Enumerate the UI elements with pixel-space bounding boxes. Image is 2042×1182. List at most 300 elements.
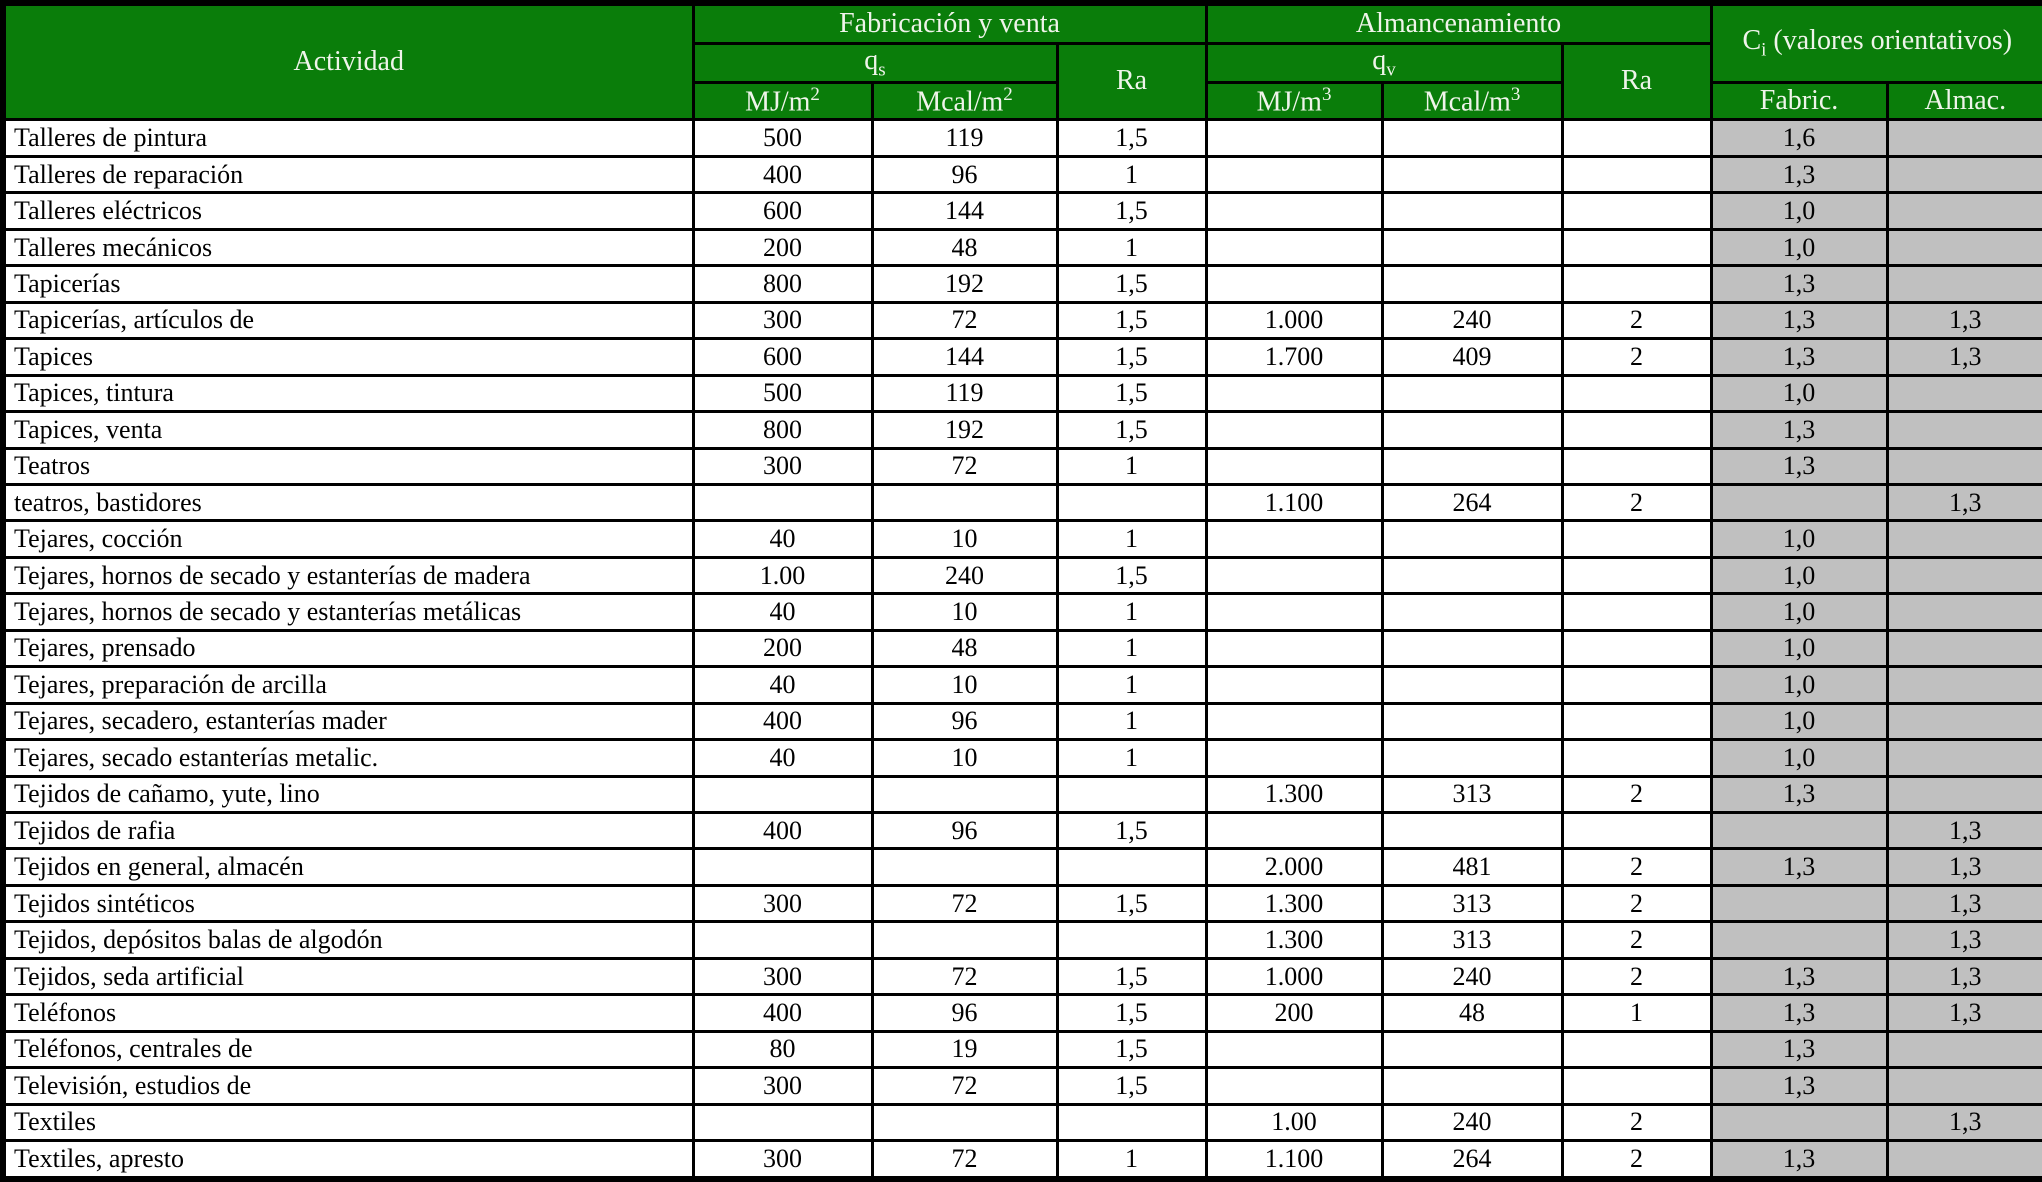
- header-mj-m3: [1206, 83, 1382, 120]
- cell-ra-fabricacion: 1: [1057, 703, 1206, 739]
- qv-label-subscript: v: [1386, 59, 1396, 81]
- mcal-m2-superscript: 2: [1003, 84, 1013, 106]
- cell-qv-mcal-m3: [1382, 740, 1562, 776]
- table-header: [3, 3, 2042, 120]
- cell-qs-mj-m2: 400: [693, 995, 872, 1031]
- cell-qs-mj-m2: [693, 776, 872, 812]
- cell-ci-almac: 1,3: [1887, 922, 2042, 958]
- cell-qs-mj-m2: 40: [693, 740, 872, 776]
- cell-ci-fabric: 1,0: [1711, 229, 1887, 265]
- cell-ra-almacenamiento: [1562, 667, 1711, 703]
- cell-qv-mcal-m3: [1382, 667, 1562, 703]
- cell-qv-mcal-m3: [1382, 448, 1562, 484]
- ci-label-subscript: i: [1761, 39, 1767, 61]
- cell-qv-mj-m3: 1.000: [1206, 302, 1382, 338]
- cell-qs-mcal-m2: 119: [872, 120, 1057, 156]
- cell-qv-mcal-m3: [1382, 229, 1562, 265]
- cell-qs-mj-m2: 300: [693, 302, 872, 338]
- table-row: [3, 813, 2042, 849]
- cell-ci-fabric: 1,0: [1711, 375, 1887, 411]
- cell-ra-fabricacion: 1,5: [1057, 193, 1206, 229]
- cell-qs-mj-m2: 300: [693, 1068, 872, 1104]
- cell-qv-mcal-m3: 481: [1382, 849, 1562, 885]
- cell-qs-mj-m2: [693, 1104, 872, 1140]
- cell-qv-mcal-m3: 313: [1382, 885, 1562, 921]
- cell-ci-almac: 1,3: [1887, 339, 2042, 375]
- cell-ra-almacenamiento: [1562, 813, 1711, 849]
- cell-qv-mj-m3: [1206, 193, 1382, 229]
- cell-ra-fabricacion: 1: [1057, 594, 1206, 630]
- header-mcal-m2: [872, 83, 1057, 120]
- cell-qs-mj-m2: 40: [693, 594, 872, 630]
- cell-qs-mcal-m2: 96: [872, 995, 1057, 1031]
- cell-qv-mj-m3: 1.300: [1206, 776, 1382, 812]
- cell-qs-mcal-m2: [872, 922, 1057, 958]
- cell-ra-almacenamiento: 2: [1562, 958, 1711, 994]
- cell-qs-mcal-m2: [872, 849, 1057, 885]
- cell-ci-almac: [1887, 703, 2042, 739]
- cell-ci-fabric: [1711, 484, 1887, 520]
- cell-ra-almacenamiento: [1562, 412, 1711, 448]
- cell-actividad: Tapices, venta: [3, 412, 693, 448]
- cell-ci-almac: [1887, 740, 2042, 776]
- cell-ra-fabricacion: 1: [1057, 156, 1206, 192]
- cell-actividad: Tejares, hornos de secado y estanterías metálicas: [3, 594, 693, 630]
- cell-actividad: Tejidos de rafia: [3, 813, 693, 849]
- cell-ra-fabricacion: [1057, 776, 1206, 812]
- cell-ra-almacenamiento: [1562, 557, 1711, 593]
- cell-ci-fabric: 1,3: [1711, 958, 1887, 994]
- cell-qs-mj-m2: 80: [693, 1031, 872, 1067]
- cell-qv-mj-m3: [1206, 740, 1382, 776]
- table-row: [3, 484, 2042, 520]
- table-row: [3, 193, 2042, 229]
- table-row: [3, 849, 2042, 885]
- cell-actividad: Talleres de reparación: [3, 156, 693, 192]
- cell-actividad: Televisión, estudios de: [3, 1068, 693, 1104]
- cell-qs-mcal-m2: 10: [872, 667, 1057, 703]
- cell-qv-mj-m3: 1.100: [1206, 1141, 1382, 1179]
- cell-qs-mcal-m2: 48: [872, 229, 1057, 265]
- cell-qv-mcal-m3: 313: [1382, 922, 1562, 958]
- cell-qs-mj-m2: 300: [693, 885, 872, 921]
- cell-ra-fabricacion: 1,5: [1057, 375, 1206, 411]
- cell-ra-almacenamiento: 2: [1562, 302, 1711, 338]
- cell-qs-mcal-m2: 72: [872, 958, 1057, 994]
- cell-ci-fabric: 1,0: [1711, 667, 1887, 703]
- cell-ci-almac: [1887, 193, 2042, 229]
- table-row: [3, 703, 2042, 739]
- cell-qs-mcal-m2: 48: [872, 630, 1057, 666]
- cell-ra-almacenamiento: 2: [1562, 922, 1711, 958]
- cell-qv-mj-m3: 1.100: [1206, 484, 1382, 520]
- cell-actividad: Talleres eléctricos: [3, 193, 693, 229]
- cell-ci-almac: 1,3: [1887, 813, 2042, 849]
- table-row: [3, 958, 2042, 994]
- cell-qv-mcal-m3: [1382, 630, 1562, 666]
- cell-ra-almacenamiento: [1562, 448, 1711, 484]
- header-ra-almacenamiento: Ra: [1562, 43, 1711, 120]
- cell-qs-mcal-m2: 10: [872, 594, 1057, 630]
- cell-qv-mcal-m3: [1382, 557, 1562, 593]
- table-row: [3, 448, 2042, 484]
- cell-qs-mcal-m2: 144: [872, 193, 1057, 229]
- cell-ci-fabric: 1,0: [1711, 193, 1887, 229]
- table-row: [3, 667, 2042, 703]
- cell-qv-mcal-m3: 313: [1382, 776, 1562, 812]
- cell-ci-fabric: 1,3: [1711, 266, 1887, 302]
- cell-qs-mcal-m2: 96: [872, 703, 1057, 739]
- cell-actividad: Tejidos en general, almacén: [3, 849, 693, 885]
- cell-qv-mj-m3: 1.300: [1206, 885, 1382, 921]
- cell-ci-almac: [1887, 266, 2042, 302]
- cell-qv-mj-m3: [1206, 594, 1382, 630]
- cell-ra-fabricacion: [1057, 484, 1206, 520]
- cell-qv-mj-m3: [1206, 266, 1382, 302]
- cell-ci-fabric: 1,3: [1711, 339, 1887, 375]
- mj-m3-base: MJ/m: [1256, 86, 1322, 118]
- table-row: [3, 229, 2042, 265]
- cell-ci-fabric: 1,6: [1711, 120, 1887, 156]
- table-row: [3, 1031, 2042, 1067]
- cell-ra-almacenamiento: [1562, 229, 1711, 265]
- cell-ra-fabricacion: 1: [1057, 521, 1206, 557]
- cell-qs-mcal-m2: 240: [872, 557, 1057, 593]
- cell-ci-fabric: [1711, 813, 1887, 849]
- table-row: [3, 776, 2042, 812]
- cell-ci-almac: [1887, 776, 2042, 812]
- cell-ci-fabric: 1,3: [1711, 776, 1887, 812]
- table-row: [3, 1141, 2042, 1179]
- cell-ra-almacenamiento: [1562, 1068, 1711, 1104]
- cell-qs-mj-m2: 200: [693, 229, 872, 265]
- cell-qv-mcal-m3: 240: [1382, 1104, 1562, 1140]
- cell-actividad: Tejares, preparación de arcilla: [3, 667, 693, 703]
- cell-qv-mcal-m3: [1382, 594, 1562, 630]
- ci-label-base: C: [1742, 25, 1762, 57]
- cell-actividad: Tapicerías, artículos de: [3, 302, 693, 338]
- cell-ra-almacenamiento: 1: [1562, 995, 1711, 1031]
- cell-ci-almac: [1887, 120, 2042, 156]
- cell-ci-fabric: 1,0: [1711, 521, 1887, 557]
- cell-ra-almacenamiento: 2: [1562, 849, 1711, 885]
- table-row: [3, 302, 2042, 338]
- cell-actividad: Tejidos, seda artificial: [3, 958, 693, 994]
- cell-ra-almacenamiento: [1562, 594, 1711, 630]
- cell-qv-mj-m3: [1206, 667, 1382, 703]
- cell-ra-almacenamiento: [1562, 193, 1711, 229]
- cell-ci-fabric: 1,0: [1711, 630, 1887, 666]
- cell-ci-fabric: 1,3: [1711, 1068, 1887, 1104]
- cell-qs-mcal-m2: 96: [872, 156, 1057, 192]
- cell-ra-fabricacion: 1,5: [1057, 302, 1206, 338]
- cell-qs-mcal-m2: 72: [872, 302, 1057, 338]
- cell-actividad: Talleres de pintura: [3, 120, 693, 156]
- cell-qv-mcal-m3: [1382, 703, 1562, 739]
- cell-ra-almacenamiento: 2: [1562, 776, 1711, 812]
- cell-qs-mj-m2: 40: [693, 521, 872, 557]
- cell-actividad: Tejares, secadero, estanterías mader: [3, 703, 693, 739]
- cell-actividad: Teléfonos: [3, 995, 693, 1031]
- cell-ci-fabric: 1,3: [1711, 156, 1887, 192]
- mcal-m2-base: Mcal/m: [916, 86, 1004, 118]
- cell-actividad: Tejidos sintéticos: [3, 885, 693, 921]
- cell-qv-mj-m3: 1.700: [1206, 339, 1382, 375]
- cell-qs-mcal-m2: [872, 776, 1057, 812]
- cell-qv-mcal-m3: [1382, 193, 1562, 229]
- cell-qv-mcal-m3: 48: [1382, 995, 1562, 1031]
- cell-ci-almac: [1887, 412, 2042, 448]
- cell-ra-almacenamiento: [1562, 703, 1711, 739]
- cell-qv-mj-m3: [1206, 156, 1382, 192]
- header-ra-fabricacion: Ra: [1057, 43, 1206, 120]
- cell-actividad: Tapices, tintura: [3, 375, 693, 411]
- cell-ci-fabric: [1711, 1104, 1887, 1140]
- cell-qs-mj-m2: 800: [693, 266, 872, 302]
- cell-ra-almacenamiento: [1562, 375, 1711, 411]
- cell-qs-mj-m2: 800: [693, 412, 872, 448]
- cell-ra-fabricacion: 1,5: [1057, 120, 1206, 156]
- cell-actividad: Tapicerías: [3, 266, 693, 302]
- cell-qv-mcal-m3: 264: [1382, 1141, 1562, 1179]
- table-row: [3, 995, 2042, 1031]
- cell-ci-almac: 1,3: [1887, 995, 2042, 1031]
- cell-ra-fabricacion: 1: [1057, 229, 1206, 265]
- header-qv: [1206, 43, 1562, 83]
- table-row: [3, 521, 2042, 557]
- cell-qv-mcal-m3: [1382, 156, 1562, 192]
- cell-qs-mcal-m2: 119: [872, 375, 1057, 411]
- cell-ra-almacenamiento: [1562, 740, 1711, 776]
- cell-ci-fabric: [1711, 885, 1887, 921]
- cell-qv-mj-m3: [1206, 521, 1382, 557]
- cell-actividad: Talleres mecánicos: [3, 229, 693, 265]
- cell-qv-mj-m3: 200: [1206, 995, 1382, 1031]
- cell-qs-mj-m2: 600: [693, 193, 872, 229]
- cell-qv-mcal-m3: [1382, 266, 1562, 302]
- cell-ra-almacenamiento: 2: [1562, 885, 1711, 921]
- cell-qs-mj-m2: 600: [693, 339, 872, 375]
- cell-qs-mj-m2: 300: [693, 448, 872, 484]
- cell-qs-mj-m2: 400: [693, 813, 872, 849]
- cell-qs-mcal-m2: 192: [872, 412, 1057, 448]
- cell-qs-mcal-m2: 144: [872, 339, 1057, 375]
- cell-ra-fabricacion: 1,5: [1057, 1068, 1206, 1104]
- cell-ci-fabric: 1,3: [1711, 995, 1887, 1031]
- cell-qv-mcal-m3: [1382, 1068, 1562, 1104]
- cell-qs-mcal-m2: 72: [872, 885, 1057, 921]
- cell-qs-mj-m2: 300: [693, 958, 872, 994]
- cell-qv-mj-m3: [1206, 412, 1382, 448]
- mcal-m3-superscript: 3: [1510, 84, 1521, 106]
- cell-ra-almacenamiento: 2: [1562, 1141, 1711, 1179]
- cell-qv-mj-m3: [1206, 120, 1382, 156]
- cell-ra-fabricacion: 1,5: [1057, 958, 1206, 994]
- cell-actividad: Teatros: [3, 448, 693, 484]
- qs-label-base: q: [864, 44, 879, 76]
- cell-qs-mcal-m2: [872, 484, 1057, 520]
- cell-qs-mcal-m2: 19: [872, 1031, 1057, 1067]
- cell-qs-mj-m2: 1.00: [693, 557, 872, 593]
- table-row: [3, 557, 2042, 593]
- cell-qs-mj-m2: 40: [693, 667, 872, 703]
- cell-ra-fabricacion: 1,5: [1057, 339, 1206, 375]
- cell-qv-mcal-m3: [1382, 412, 1562, 448]
- cell-ci-almac: [1887, 156, 2042, 192]
- cell-ra-fabricacion: 1,5: [1057, 266, 1206, 302]
- header-mcal-m3: [1382, 83, 1562, 120]
- cell-ra-fabricacion: 1: [1057, 667, 1206, 703]
- cell-ra-fabricacion: 1: [1057, 630, 1206, 666]
- cell-ci-almac: 1,3: [1887, 484, 2042, 520]
- table-row: [3, 885, 2042, 921]
- table-row: [3, 412, 2042, 448]
- cell-ci-almac: 1,3: [1887, 958, 2042, 994]
- cell-actividad: Teléfonos, centrales de: [3, 1031, 693, 1067]
- cell-ra-fabricacion: 1,5: [1057, 557, 1206, 593]
- table-body: [3, 120, 2042, 1179]
- cell-ci-fabric: 1,3: [1711, 1141, 1887, 1179]
- cell-ra-fabricacion: 1: [1057, 448, 1206, 484]
- cell-ci-almac: [1887, 448, 2042, 484]
- header-ci-valores-orientativos: [1711, 3, 2042, 83]
- header-actividad: Actividad: [3, 3, 693, 120]
- cell-actividad: teatros, bastidores: [3, 484, 693, 520]
- cell-qv-mj-m3: [1206, 375, 1382, 411]
- header-mj-m2: [693, 83, 872, 120]
- cell-ci-fabric: 1,0: [1711, 740, 1887, 776]
- table-row: [3, 630, 2042, 666]
- cell-qs-mj-m2: 400: [693, 703, 872, 739]
- cell-qs-mcal-m2: 72: [872, 1141, 1057, 1179]
- cell-ci-almac: [1887, 1031, 2042, 1067]
- cell-qs-mcal-m2: 96: [872, 813, 1057, 849]
- header-ci-fabric: Fabric.: [1711, 83, 1887, 120]
- qs-label-subscript: s: [878, 59, 886, 81]
- cell-qs-mcal-m2: 192: [872, 266, 1057, 302]
- cell-qs-mj-m2: 400: [693, 156, 872, 192]
- cell-qs-mcal-m2: 10: [872, 740, 1057, 776]
- cell-qv-mcal-m3: 264: [1382, 484, 1562, 520]
- cell-ci-almac: [1887, 557, 2042, 593]
- table-row: [3, 339, 2042, 375]
- cell-ci-fabric: 1,3: [1711, 302, 1887, 338]
- cell-ci-fabric: 1,3: [1711, 849, 1887, 885]
- cell-qs-mj-m2: 500: [693, 375, 872, 411]
- cell-actividad: Tejidos, depósitos balas de algodón: [3, 922, 693, 958]
- cell-ra-fabricacion: 1,5: [1057, 813, 1206, 849]
- mcal-m3-base: Mcal/m: [1423, 86, 1511, 118]
- header-qs: [693, 43, 1057, 83]
- cell-ra-almacenamiento: 2: [1562, 1104, 1711, 1140]
- cell-ci-almac: 1,3: [1887, 849, 2042, 885]
- cell-ci-fabric: 1,3: [1711, 1031, 1887, 1067]
- cell-qv-mcal-m3: 240: [1382, 302, 1562, 338]
- cell-ra-fabricacion: 1,5: [1057, 412, 1206, 448]
- cell-qv-mj-m3: [1206, 630, 1382, 666]
- header-ci-almac: Almac.: [1887, 83, 2042, 120]
- cell-qv-mcal-m3: [1382, 1031, 1562, 1067]
- cell-ra-almacenamiento: [1562, 120, 1711, 156]
- cell-ci-fabric: 1,3: [1711, 448, 1887, 484]
- cell-qs-mj-m2: [693, 922, 872, 958]
- cell-qs-mj-m2: 300: [693, 1141, 872, 1179]
- cell-ci-almac: [1887, 1141, 2042, 1179]
- cell-actividad: Tejares, hornos de secado y estanterías de madera: [3, 557, 693, 593]
- qv-label-base: q: [1372, 44, 1387, 76]
- cell-ra-fabricacion: [1057, 849, 1206, 885]
- mj-m2-base: MJ/m: [745, 86, 811, 118]
- cell-qs-mcal-m2: 10: [872, 521, 1057, 557]
- cell-qv-mj-m3: [1206, 703, 1382, 739]
- cell-ci-almac: [1887, 630, 2042, 666]
- cell-qv-mj-m3: 1.300: [1206, 922, 1382, 958]
- cell-qv-mj-m3: [1206, 448, 1382, 484]
- cell-actividad: Tejares, prensado: [3, 630, 693, 666]
- cell-ra-fabricacion: [1057, 922, 1206, 958]
- cell-actividad: Textiles: [3, 1104, 693, 1140]
- cell-ra-almacenamiento: 2: [1562, 484, 1711, 520]
- cell-ci-fabric: 1,0: [1711, 557, 1887, 593]
- cell-ra-almacenamiento: [1562, 266, 1711, 302]
- table-row: [3, 594, 2042, 630]
- cell-ra-almacenamiento: [1562, 630, 1711, 666]
- cell-ra-fabricacion: 1: [1057, 740, 1206, 776]
- cell-actividad: Tejares, secado estanterías metalic.: [3, 740, 693, 776]
- table-row: [3, 375, 2042, 411]
- cell-ci-almac: 1,3: [1887, 885, 2042, 921]
- cell-qs-mj-m2: [693, 484, 872, 520]
- cell-ra-fabricacion: [1057, 1104, 1206, 1140]
- cell-ci-fabric: 1,0: [1711, 703, 1887, 739]
- cell-ci-almac: [1887, 667, 2042, 703]
- cell-qv-mj-m3: [1206, 1031, 1382, 1067]
- cell-ra-almacenamiento: 2: [1562, 339, 1711, 375]
- table-row: [3, 156, 2042, 192]
- cell-ci-fabric: [1711, 922, 1887, 958]
- table-row: [3, 120, 2042, 156]
- cell-actividad: Tapices: [3, 339, 693, 375]
- cell-qv-mcal-m3: [1382, 120, 1562, 156]
- cell-ci-almac: 1,3: [1887, 302, 2042, 338]
- cell-qs-mcal-m2: 72: [872, 1068, 1057, 1104]
- cell-ra-fabricacion: 1,5: [1057, 885, 1206, 921]
- cell-ci-almac: 1,3: [1887, 1104, 2042, 1140]
- mj-m3-superscript: 3: [1321, 84, 1332, 106]
- cell-qv-mj-m3: [1206, 557, 1382, 593]
- header-almacenamiento: Almancenamiento: [1206, 3, 1711, 43]
- cell-qv-mj-m3: [1206, 229, 1382, 265]
- cell-qv-mcal-m3: 240: [1382, 958, 1562, 994]
- cell-ra-almacenamiento: [1562, 1031, 1711, 1067]
- cell-qv-mcal-m3: 409: [1382, 339, 1562, 375]
- cell-ci-almac: [1887, 594, 2042, 630]
- cell-qs-mcal-m2: [872, 1104, 1057, 1140]
- cell-ci-almac: [1887, 229, 2042, 265]
- cell-actividad: Textiles, apresto: [3, 1141, 693, 1179]
- cell-ra-fabricacion: 1: [1057, 1141, 1206, 1179]
- cell-qv-mj-m3: [1206, 813, 1382, 849]
- cell-qv-mcal-m3: [1382, 813, 1562, 849]
- cell-qv-mcal-m3: [1382, 375, 1562, 411]
- cell-ci-fabric: 1,3: [1711, 412, 1887, 448]
- table-row: [3, 740, 2042, 776]
- cell-qv-mcal-m3: [1382, 521, 1562, 557]
- cell-actividad: Tejidos de cañamo, yute, lino: [3, 776, 693, 812]
- cell-ra-almacenamiento: [1562, 521, 1711, 557]
- cell-ra-fabricacion: 1,5: [1057, 995, 1206, 1031]
- table-row: [3, 1104, 2042, 1140]
